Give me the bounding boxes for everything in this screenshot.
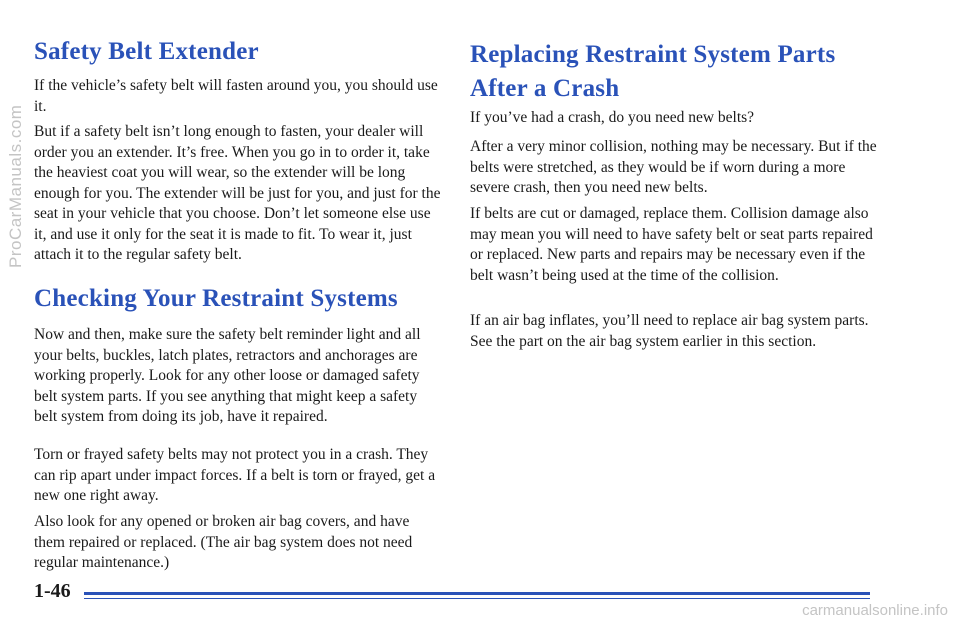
heading-replacing-restraint-parts: Replacing Restraint System Parts After a Crash: [470, 41, 836, 102]
paragraph: Also look for any opened or broken air bag covers, and have them repaired or replaced. (The air bag system does not need regular maintenance.): [34, 513, 413, 571]
paragraph: If the vehicle’s safety belt will fasten around you, you should use it.: [34, 77, 438, 115]
paragraph: If an air bag inflates, you’ll need to replace air bag system parts. See the part on the air bag system earlier in this section.: [470, 312, 869, 350]
paragraph: But if a safety belt isn’t long enough to fasten, your dealer will order you an extender. It’s free. When you go in to order it, take the heaviest coat you will wear, so the extender will be long enough for you. The extender will be just for you, and just for the seat in your vehicle that you choose. Don’t let someone else use it, and use it only for the seat it is made to fit. To wear it, just attach it to the regular safety belt.: [34, 123, 441, 263]
paragraph: After a very minor collision, nothing may be necessary. But if the belts were stretched, as they would be if worn during a more severe crash, then you need new belts.: [470, 138, 877, 196]
heading-safety-belt-extender: Safety Belt Extender: [34, 38, 259, 65]
side-watermark: ProCarManuals.com: [6, 104, 25, 268]
page-number: 1-46: [34, 580, 71, 602]
heading-checking-restraint-systems: Checking Your Restraint Systems: [34, 285, 398, 312]
paragraph: Now and then, make sure the safety belt reminder light and all your belts, buckles, latch plates, retractors and anchorages are working properly. Look for any other loose or damaged safety belt system parts. If you see anything that might keep a safety belt system from doing its job, have it repaired.: [34, 326, 421, 425]
footer-rule-thin: [84, 598, 870, 599]
paragraph: If you’ve had a crash, do you need new belts?: [470, 109, 755, 126]
footer-rule: [84, 592, 870, 595]
paragraph: Torn or frayed safety belts may not protect you in a crash. They can rip apart under impact forces. If a belt is torn or frayed, get a new one right away.: [34, 446, 436, 504]
bottom-watermark: carmanualsonline.info: [802, 602, 948, 619]
paragraph: If belts are cut or damaged, replace them. Collision damage also may mean you will need to have safety belt or seat parts repaired or replaced. New parts and repairs may be necessary even if the belt wasn’t being used at the time of the collision.: [470, 205, 873, 284]
